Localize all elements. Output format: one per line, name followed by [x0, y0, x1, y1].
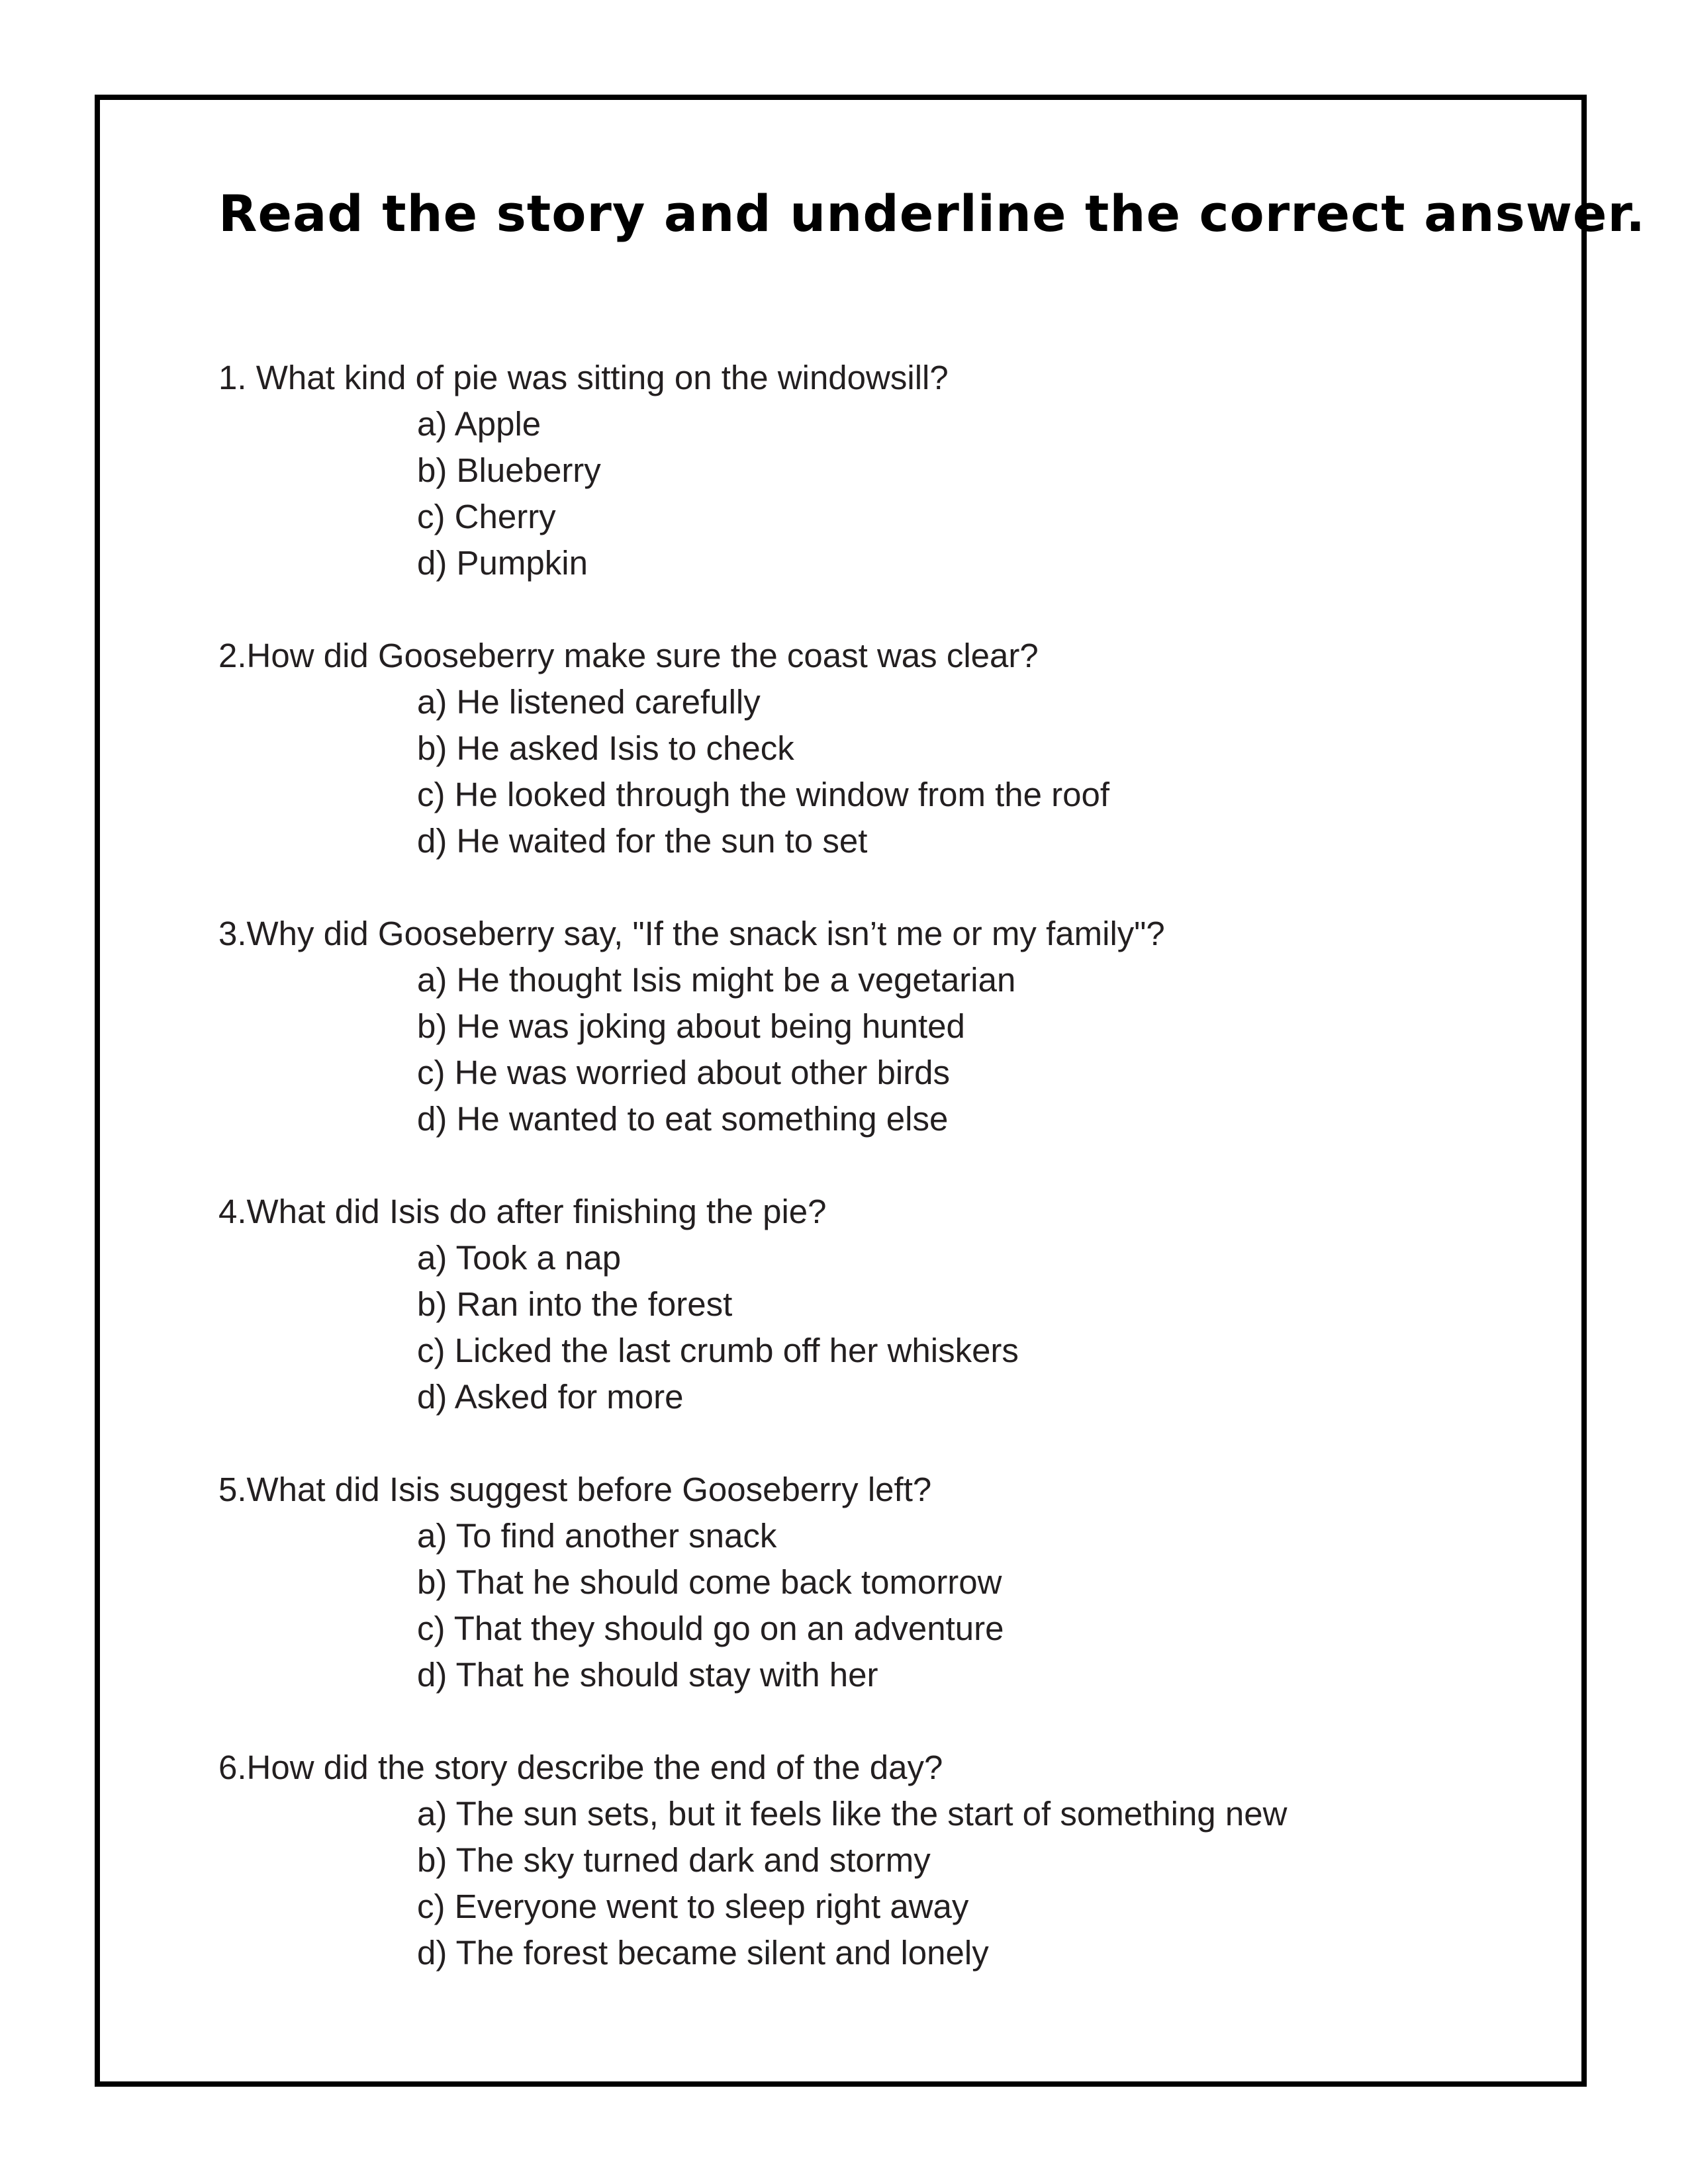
- answer-option-d: d) That he should stay with her: [417, 1656, 878, 1694]
- answer-option-d: d) Pumpkin: [417, 544, 588, 582]
- answer-options: [218, 401, 1476, 586]
- question-text: 1. What kind of pie was sitting on the windowsill?: [218, 359, 949, 396]
- answer-options: [218, 1791, 1476, 1976]
- answer-options: [218, 957, 1476, 1142]
- answer-option-a: a) Took a nap: [417, 1239, 622, 1277]
- answer-options: [218, 679, 1476, 864]
- question-text: 6.How did the story describe the end of the day?: [218, 1749, 943, 1786]
- answer-option-c: c) Everyone went to sleep right away: [417, 1888, 969, 1925]
- question-5: [218, 1467, 1476, 1745]
- answer-options: [218, 1513, 1476, 1698]
- answer-option-b: b) He was joking about being hunted: [417, 1007, 965, 1045]
- question-text: 4.What did Isis do after finishing the pie?: [218, 1193, 827, 1230]
- question-6: [218, 1745, 1476, 2023]
- answer-option-a: a) The sun sets, but it feels like the start of something new: [417, 1795, 1288, 1833]
- question-list: [218, 355, 1476, 2023]
- question-2: [218, 633, 1476, 911]
- worksheet-title: Read the story and underline the correct answer.: [218, 184, 1646, 243]
- answer-option-d: d) Asked for more: [417, 1378, 684, 1416]
- answer-option-c: c) That they should go on an adventure: [417, 1610, 1004, 1647]
- answer-option-a: a) Apple: [417, 405, 541, 443]
- answer-options: [218, 1235, 1476, 1420]
- answer-option-d: d) He wanted to eat something else: [417, 1100, 949, 1138]
- answer-option-c: c) He looked through the window from the roof: [417, 776, 1110, 813]
- question-text: 2.How did Gooseberry make sure the coast was clear?: [218, 637, 1039, 674]
- question-text: 5.What did Isis suggest before Gooseberry left?: [218, 1471, 932, 1508]
- answer-option-d: d) He waited for the sun to set: [417, 822, 868, 860]
- answer-option-c: c) Cherry: [417, 498, 556, 535]
- answer-option-a: a) He listened carefully: [417, 683, 761, 721]
- answer-option-b: b) The sky turned dark and stormy: [417, 1841, 931, 1879]
- answer-option-a: a) To find another snack: [417, 1517, 777, 1555]
- question-1: [218, 355, 1476, 633]
- answer-option-c: c) Licked the last crumb off her whiskers: [417, 1332, 1019, 1369]
- answer-option-b: b) Ran into the forest: [417, 1285, 733, 1323]
- answer-option-d: d) The forest became silent and lonely: [417, 1934, 989, 1972]
- answer-option-a: a) He thought Isis might be a vegetarian: [417, 961, 1016, 999]
- answer-option-c: c) He was worried about other birds: [417, 1054, 951, 1091]
- question-text: 3.Why did Gooseberry say, "If the snack isn’t me or my family"?: [218, 915, 1165, 952]
- answer-option-b: b) Blueberry: [417, 451, 601, 489]
- answer-option-b: b) That he should come back tomorrow: [417, 1563, 1002, 1601]
- question-4: [218, 1189, 1476, 1467]
- answer-option-b: b) He asked Isis to check: [417, 729, 794, 767]
- question-3: [218, 911, 1476, 1189]
